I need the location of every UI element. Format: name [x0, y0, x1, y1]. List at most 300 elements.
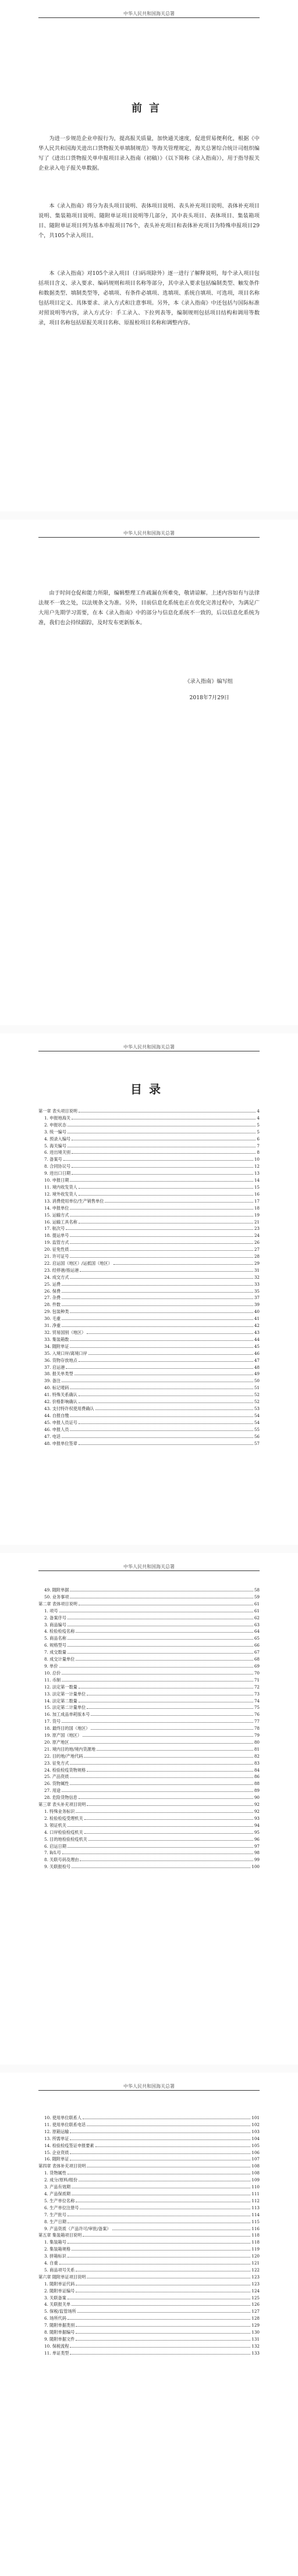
toc-entry[interactable] — [38, 2198, 260, 2205]
toc-entry[interactable] — [38, 1849, 260, 1856]
toc-entry[interactable] — [38, 1635, 260, 1642]
toc-page-number: 123 — [251, 2274, 260, 2280]
toc-entry-title: 27. 杂费 — [44, 1295, 61, 1301]
toc-entry[interactable] — [38, 2170, 260, 2177]
toc-page-number: 113 — [251, 2205, 260, 2210]
preface-paragraph-3: 本《录入指南》对105个录入项目（扫码项除外）逐一进行了解释说明，每个录入项目包括项目含义、录入要求、编码规则和项目名称等部分，其中录入要求包括编制类型、触发条件和数据类型、填制类型等，必填项、有条件必填项、选填项、系统自填项、可选项，项目名称包括项目定义、具体要求、录入方式和注意事项。另外，本《录入指南》中还包括与国际标准对照说明等内容，录入方式分：手工录入、下拉列表等，编制规则包括项目结构和调用等数录，项目名称包括原报关项目名称、原报检项目名称和调整内容。 — [38, 270, 260, 326]
header-rule — [38, 17, 260, 18]
toc-entry[interactable] — [38, 1698, 260, 1705]
toc-entry[interactable] — [38, 1170, 260, 1177]
toc-page-number: 12 — [254, 1164, 260, 1169]
toc-page-number: 16 — [254, 1191, 260, 1197]
toc-entry[interactable] — [38, 2115, 260, 2121]
toc-entry[interactable] — [38, 2301, 260, 2308]
toc-entry-title: 39. 备注 — [44, 1378, 61, 1384]
toc-page-number: 106 — [251, 2149, 260, 2155]
toc-entry[interactable] — [38, 1301, 260, 1308]
toc-page-number: 71 — [254, 1677, 260, 1683]
toc-entry[interactable] — [38, 1843, 260, 1850]
toc-page-number: 54 — [254, 1412, 260, 1418]
toc-entry[interactable] — [38, 1315, 260, 1322]
toc-entry[interactable] — [38, 1129, 260, 1136]
toc-entry[interactable] — [38, 1212, 260, 1219]
toc-entry-title: 15. 法定第二计量单位 — [44, 1705, 86, 1711]
toc-leader-dots — [62, 1722, 253, 1723]
toc-entry[interactable] — [38, 1378, 260, 1384]
toc-entry-title: 4. 关联报关单 — [44, 2302, 71, 2307]
toc-entry[interactable] — [38, 1308, 260, 1315]
toc-chapter-entry[interactable] — [38, 2232, 260, 2239]
toc-entry-title: 30. 毛重 — [44, 1316, 61, 1322]
running-header: 中华人民共和国海关总署 — [123, 531, 175, 536]
toc-page-number: 82 — [254, 1753, 260, 1759]
toc-entry-title: 16. 加工成品单耗版本号 — [44, 1712, 90, 1718]
toc-entry-title: 5. 商品项号关系 — [44, 2267, 75, 2273]
toc-entry-title: 10. 保税流程 — [44, 2343, 69, 2349]
toc-entry[interactable] — [38, 1594, 260, 1601]
toc-leader-dots — [62, 1292, 253, 1293]
toc-entry[interactable] — [38, 1773, 260, 1780]
toc-leader-dots — [62, 1305, 253, 1306]
toc-leader-dots — [84, 1833, 253, 1834]
toc-entry-title: 9. 进出口日期 — [44, 1171, 71, 1176]
toc-entry[interactable] — [38, 2212, 260, 2219]
toc-page-number: 110 — [251, 2184, 260, 2190]
toc-page-number: 28 — [254, 1254, 260, 1260]
toc-leader-dots — [72, 1167, 253, 1168]
toc-entry[interactable] — [38, 1815, 260, 1822]
toc-entry[interactable] — [38, 2142, 260, 2149]
page-gap — [0, 1545, 298, 1553]
toc-chapter-entry[interactable] — [38, 1108, 260, 1115]
toc-entry-title: 2. 申报状态 — [44, 1122, 66, 1128]
toc-leader-dots — [76, 1632, 253, 1633]
toc-entry-title: 5. 目的地检验检疫机关 — [44, 1836, 87, 1842]
toc-entry[interactable] — [38, 1663, 260, 1670]
toc-entry-title: 4. 口岸检验检疫机关 — [44, 1829, 83, 1835]
toc-entry[interactable] — [38, 2315, 260, 2322]
toc-entry[interactable] — [38, 1343, 260, 1350]
toc-entry[interactable] — [38, 1384, 260, 1391]
toc-entry-title: 26. 保费 — [44, 1288, 61, 1294]
toc-entry[interactable] — [38, 1412, 260, 1419]
toc-entry[interactable] — [38, 1232, 260, 1239]
toc-leader-dots — [76, 2326, 250, 2327]
toc-entry[interactable] — [38, 1794, 260, 1801]
toc-entry[interactable] — [38, 1725, 260, 1732]
toc-leader-dots — [79, 1423, 253, 1424]
toc-entry-title: 第四章 表体补充项目说明 — [38, 2163, 86, 2169]
toc-page-number: 73 — [254, 1691, 260, 1697]
toc-leader-dots — [72, 1174, 253, 1175]
toc-entry-title: 1. 特殊业务标识 — [44, 1809, 75, 1814]
toc-entry[interactable] — [38, 2336, 260, 2343]
page-2 — [0, 520, 298, 1025]
toc-leader-dots — [62, 1298, 253, 1299]
running-header: 中华人民共和国海关总署 — [123, 1564, 175, 1569]
toc-entry[interactable] — [38, 1136, 260, 1143]
toc-entry-title: 17. 货号 — [44, 1719, 61, 1725]
toc-entry-title: 21. 许可证号 — [44, 1254, 69, 1260]
toc-page-number: 92 — [254, 1809, 260, 1814]
toc-chapter-entry[interactable] — [38, 2274, 260, 2281]
toc-entry[interactable] — [38, 1191, 260, 1198]
toc-entry[interactable] — [38, 2267, 260, 2274]
toc-entry-title: 6. 启运日期 — [44, 1843, 66, 1849]
toc-entry[interactable] — [38, 1753, 260, 1760]
toc-entry-title: 8. 成交计量单位 — [44, 1656, 75, 1662]
header-rule — [38, 2090, 260, 2091]
toc-leader-dots — [72, 2250, 250, 2251]
toc-page-number: 63 — [254, 1622, 260, 1627]
toc-entry-title: 2. 备案序号 — [44, 1615, 66, 1620]
toc-entry[interactable] — [38, 2343, 260, 2350]
toc-page-number: 19 — [254, 1212, 260, 1218]
toc-entry[interactable] — [38, 1267, 260, 1274]
toc-leader-dots — [62, 1319, 253, 1320]
toc-entry[interactable] — [38, 1426, 260, 1433]
toc-entry-title: 11. 币制 — [44, 1677, 61, 1683]
toc-entry[interactable] — [38, 1587, 260, 1594]
toc-entry[interactable] — [38, 1253, 260, 1260]
toc-leader-dots — [63, 1160, 253, 1161]
toc-entry[interactable] — [38, 1615, 260, 1622]
toc-page-number: 40 — [254, 1309, 260, 1315]
toc-leader-dots — [59, 1667, 253, 1668]
toc-entry[interactable] — [38, 1649, 260, 1656]
toc-leader-dots — [97, 1750, 253, 1751]
toc-entry[interactable] — [38, 1177, 260, 1184]
toc-entry[interactable] — [38, 2253, 260, 2260]
toc-entry-title: 16. 随附单证 — [44, 2156, 69, 2162]
toc-leader-dots — [70, 2153, 250, 2154]
toc-entry-title: 18. 最终目的国（地区） — [44, 1726, 90, 1731]
toc-leader-dots — [68, 2243, 250, 2244]
toc-leader-dots — [68, 1639, 253, 1640]
toc-page-number: 23 — [254, 1226, 260, 1232]
toc-entry-title: 41. 特殊关系确认 — [44, 1392, 77, 1398]
toc-entry[interactable] — [38, 1760, 260, 1767]
toc-page-number: 33 — [254, 1281, 260, 1287]
toc-entry-title: 11. 使用单位联系电话 — [44, 2121, 86, 2127]
toc-page-number: 10 — [254, 1157, 260, 1162]
toc-entry-title: 16. 运输工具名称 — [44, 1219, 77, 1225]
toc-page-number: 79 — [254, 1733, 260, 1738]
toc-leader-dots — [84, 1819, 253, 1820]
toc-page-number: 99 — [254, 1857, 260, 1863]
toc-entry[interactable] — [38, 1863, 260, 1870]
toc-entry[interactable] — [38, 1288, 260, 1295]
toc-entry[interactable] — [38, 2260, 260, 2267]
toc-page-number: 4 — [257, 1115, 260, 1121]
toc-entry[interactable] — [38, 1642, 260, 1649]
toc-page-number: 74 — [254, 1698, 260, 1704]
toc-page-number: 37 — [254, 1295, 260, 1301]
toc-leader-dots — [66, 1229, 253, 1230]
toc-entry-title: 9. 产品资质（产品许可/审批/备案） — [44, 2226, 111, 2231]
toc-entry[interactable] — [38, 2156, 260, 2163]
toc-entry-title: 47. 电话 — [44, 1433, 61, 1439]
toc-entry[interactable] — [38, 1836, 260, 1843]
toc-entry[interactable] — [38, 1767, 260, 1774]
toc-entry[interactable] — [38, 2281, 260, 2288]
running-header: 中华人民共和国海关总署 — [123, 1044, 175, 1050]
toc-entry[interactable] — [38, 1656, 260, 1663]
toc-leader-dots — [87, 1771, 253, 1772]
toc-entry[interactable] — [38, 1281, 260, 1288]
toc-entry-title: 第六章 随附单证项目说明 — [38, 2274, 86, 2280]
toc-entry-title: 43. 支付特许权使用费确认 — [44, 1405, 94, 1411]
toc-entry[interactable] — [38, 1718, 260, 1725]
preface-date: 2018年7月29日 — [189, 695, 229, 701]
toc-page-number: 52 — [254, 1399, 260, 1405]
toc-entry[interactable] — [38, 1670, 260, 1677]
toc-page-number: 66 — [254, 1643, 260, 1648]
toc-leader-dots — [88, 1840, 253, 1841]
toc-page-number: 48 — [254, 1364, 260, 1370]
toc-page-number: 43 — [254, 1330, 260, 1335]
toc-chapter-entry[interactable] — [38, 2163, 260, 2170]
toc-entry[interactable] — [38, 1336, 260, 1343]
toc-entry[interactable] — [38, 1746, 260, 1753]
toc-entry-title: 5. 海关编号 — [44, 1143, 66, 1149]
running-header: 中华人民共和国海关总署 — [123, 2084, 175, 2089]
toc-entry[interactable] — [38, 2219, 260, 2226]
toc-entry[interactable] — [38, 2128, 260, 2135]
toc-page-number: 17 — [254, 1198, 260, 1204]
toc-entry-title: 26. 货物属性 — [44, 1781, 69, 1787]
toc-entry[interactable] — [38, 2322, 260, 2329]
toc-entry[interactable] — [38, 1780, 260, 1787]
toc-page-number: 100 — [251, 1864, 260, 1870]
toc-entry[interactable] — [38, 1822, 260, 1829]
toc-page-number: 90 — [254, 1795, 260, 1801]
toc-entry[interactable] — [38, 2184, 260, 2191]
toc-entry[interactable] — [38, 1739, 260, 1746]
toc-entry[interactable] — [38, 1440, 260, 1447]
toc-entry[interactable] — [38, 1808, 260, 1815]
toc-entry[interactable] — [38, 1433, 260, 1440]
toc-entry-title: 6. 进出境关别 — [44, 1150, 71, 1155]
toc-entry[interactable] — [38, 2135, 260, 2142]
toc-page-number: 21 — [254, 1219, 260, 1225]
toc-page-number: 13 — [254, 1171, 260, 1176]
toc-entry-title: 7. 生产批号 — [44, 2212, 66, 2217]
toc-chapter-entry[interactable] — [38, 1601, 260, 1608]
toc-entry[interactable] — [38, 2205, 260, 2212]
toc-page-number: 127 — [251, 2309, 260, 2314]
toc-page-number: 68 — [254, 1656, 260, 1662]
toc-entry-title: 6. 场所代码 — [44, 2316, 66, 2321]
toc-entry-title: 14. 检验检疫签证申报要素 — [44, 2142, 94, 2148]
toc-entry[interactable] — [38, 1357, 260, 1364]
toc-entry-title: 42. 价格影响确认 — [44, 1399, 77, 1405]
toc-entry[interactable] — [38, 1371, 260, 1378]
toc-page-number: 130 — [251, 2330, 260, 2335]
toc-entry[interactable] — [38, 1677, 260, 1684]
toc-entry[interactable] — [38, 1711, 260, 1718]
toc-entry[interactable] — [38, 2177, 260, 2184]
toc-entry-title: 11. 境内收发货人 — [44, 1184, 77, 1190]
toc-entry[interactable] — [38, 1225, 260, 1232]
toc-leader-dots — [70, 2347, 250, 2348]
toc-entry[interactable] — [38, 1608, 260, 1615]
toc-entry-title: 8. 随附单据编号 — [44, 2330, 75, 2335]
toc-entry[interactable] — [38, 2239, 260, 2246]
toc-entry[interactable] — [38, 1704, 260, 1711]
toc-entry[interactable] — [38, 1205, 260, 1212]
toc-page-number: 102 — [251, 2121, 260, 2127]
toc-page-number: 112 — [251, 2198, 260, 2203]
toc-page-number: 97 — [254, 1843, 260, 1849]
page-4 — [0, 1553, 298, 2065]
toc-entry[interactable] — [38, 1691, 260, 1698]
toc-entry[interactable] — [38, 2246, 260, 2253]
toc-entry[interactable] — [38, 1322, 260, 1329]
toc-entry[interactable] — [38, 1398, 260, 1405]
toc-entry[interactable] — [38, 1274, 260, 1281]
toc-leader-dots — [70, 1416, 253, 1417]
toc-entry[interactable] — [38, 1163, 260, 1170]
toc-leader-dots — [79, 1188, 253, 1189]
toc-entry[interactable] — [38, 1350, 260, 1357]
toc-entry[interactable] — [38, 2308, 260, 2315]
toc-page-number: 7 — [257, 1143, 260, 1149]
toc-page-number: 42 — [254, 1323, 260, 1329]
toc-entry-title: 28. 危险货物信息 — [44, 1795, 77, 1801]
toc-entry[interactable] — [38, 1622, 260, 1629]
preface-paragraph-4: 由于时间仓促和能力所限，编辑整理工作疏漏在所难免，敬请谅解。上述内容如有与法律法规不一致之处，以法规条文为准。另外，目前信息化系统也正在优化完善过程中，为满足广大用户先期学习需要，在本《录入指南》中的部分与信息化系统不一致的，后以信息化系统为准，我们也会持续跟踪，及时发布更新版本。 — [38, 590, 260, 626]
toc-page-number: 54 — [254, 1419, 260, 1425]
toc-page-number: 72 — [254, 1684, 260, 1690]
toc-entry[interactable] — [38, 1294, 260, 1301]
toc-page-number: 31 — [254, 1267, 260, 1273]
toc-entry-title: 36. 货物存放地点 — [44, 1357, 77, 1363]
toc-leader-dots — [70, 2354, 250, 2355]
toc-entry[interactable] — [38, 1419, 260, 1426]
toc-page-number: 88 — [254, 1781, 260, 1787]
toc-page-number: 49 — [254, 1371, 260, 1377]
toc-leader-dots — [68, 1847, 253, 1848]
toc-entry[interactable] — [38, 2350, 260, 2357]
toc-entry[interactable] — [38, 1149, 260, 1156]
toc-entry-title: 4. 产品保质期 — [44, 2191, 71, 2196]
toc-entry[interactable] — [38, 1198, 260, 1205]
toc-entry[interactable] — [38, 2288, 260, 2295]
toc-entry-title: 3. 产品有效期 — [44, 2184, 71, 2190]
toc-entry-title: 29. 包装种类 — [44, 1309, 69, 1315]
page-gap — [0, 2065, 298, 2073]
toc-entry[interactable] — [38, 1732, 260, 1739]
toc-page-number: 51 — [254, 1385, 260, 1391]
toc-entry[interactable] — [38, 1391, 260, 1398]
toc-entry[interactable] — [38, 2191, 260, 2198]
header-rule — [38, 537, 260, 538]
toc-entry-title: 15. 企业资质 — [44, 2149, 69, 2155]
toc-entry[interactable] — [38, 1115, 260, 1122]
toc-entry-title: 34. 随附单证 — [44, 1343, 69, 1349]
toc-entry[interactable] — [38, 1184, 260, 1191]
toc-chapter-entry[interactable] — [38, 1801, 260, 1808]
toc-page-number: 94 — [254, 1822, 260, 1828]
toc-page-number: 86 — [254, 1774, 260, 1780]
toc-entry[interactable] — [38, 1628, 260, 1635]
toc-entry[interactable] — [38, 1329, 260, 1336]
toc-page-number: 75 — [254, 1705, 260, 1711]
toc-page-number: 120 — [251, 2253, 260, 2259]
toc-entry[interactable] — [38, 2329, 260, 2336]
toc-entry[interactable] — [38, 2226, 260, 2232]
toc-entry-title: 5. 商品名称 — [44, 1636, 66, 1641]
toc-page-number: 8 — [257, 1150, 260, 1155]
toc-entry[interactable] — [38, 2121, 260, 2128]
toc-entry[interactable] — [38, 1856, 260, 1863]
toc-page-number: 29 — [254, 1260, 260, 1266]
toc-entry[interactable] — [38, 1156, 260, 1163]
toc-entry[interactable] — [38, 2149, 260, 2156]
toc-leader-dots — [76, 1812, 253, 1813]
toc-leader-dots — [62, 1285, 253, 1286]
toc-page-number: 53 — [254, 1405, 260, 1411]
toc-entry[interactable] — [38, 1143, 260, 1150]
toc-entry[interactable] — [38, 1829, 260, 1836]
toc-page-number: 95 — [254, 1829, 260, 1835]
toc-entry-title: 3. 领证机关 — [44, 1822, 66, 1828]
toc-leader-dots — [76, 1660, 253, 1661]
toc-page-number: 118 — [251, 2232, 260, 2238]
toc-page-number: 98 — [254, 1850, 260, 1856]
toc-leader-dots — [72, 1153, 256, 1154]
page-5 — [0, 2073, 298, 2576]
toc-leader-dots — [70, 2139, 250, 2140]
page-3 — [0, 1033, 298, 1545]
toc-entry[interactable] — [38, 2295, 260, 2302]
toc-entry-title: 3. 拼箱标识 — [44, 2253, 66, 2259]
preface-title: 前言 — [132, 102, 166, 115]
toc-entry[interactable] — [38, 1787, 260, 1794]
toc-leader-dots — [83, 1736, 253, 1737]
toc-entry[interactable] — [38, 1246, 260, 1253]
preface-paragraph-2: 本《录入指南》将分为表头项目说明、表体项目说明、表头补充项目说明、表体补充项目说明、集装箱项目说明、随附单证项目说明等几部分，其中表头项目、表体项目、集装箱项目、随附单证项目列为基本申报项目76个，表头补充项目和表体补充项目为特殊申报项目29个，共105个录入项目。 — [38, 203, 260, 239]
toc-leader-dots — [72, 1867, 250, 1868]
toc-entry[interactable] — [38, 1122, 260, 1129]
toc-entry[interactable] — [38, 1684, 260, 1691]
toc-page-number: 81 — [254, 1746, 260, 1752]
toc-page-number: 124 — [251, 2288, 260, 2294]
toc-list — [38, 1108, 260, 1447]
toc-leader-dots — [70, 1278, 253, 1279]
toc-entry-title: 14. 申报单位 — [44, 1205, 69, 1211]
toc-page-number: 80 — [254, 1739, 260, 1745]
toc-entry[interactable] — [38, 1364, 260, 1371]
toc-leader-dots — [77, 2312, 251, 2313]
toc-entry[interactable] — [38, 1219, 260, 1226]
toc-entry[interactable] — [38, 1405, 260, 1412]
toc-entry-title: 1. 申报地海关 — [44, 1115, 71, 1121]
toc-entry[interactable] — [38, 1260, 260, 1267]
toc-leader-dots — [83, 2236, 250, 2237]
toc-page-number: 76 — [254, 1712, 260, 1718]
toc-leader-dots — [79, 1444, 253, 1445]
toc-leader-dots — [70, 1243, 253, 1244]
toc-page-number: 77 — [254, 1719, 260, 1725]
toc-leader-dots — [70, 1216, 253, 1217]
toc-page-number: 41 — [254, 1316, 260, 1322]
toc-entry-title: 33. 集装箱数 — [44, 1336, 69, 1342]
toc-page-number: 123 — [251, 2281, 260, 2287]
toc-list — [38, 2115, 260, 2357]
toc-entry[interactable] — [38, 1239, 260, 1246]
